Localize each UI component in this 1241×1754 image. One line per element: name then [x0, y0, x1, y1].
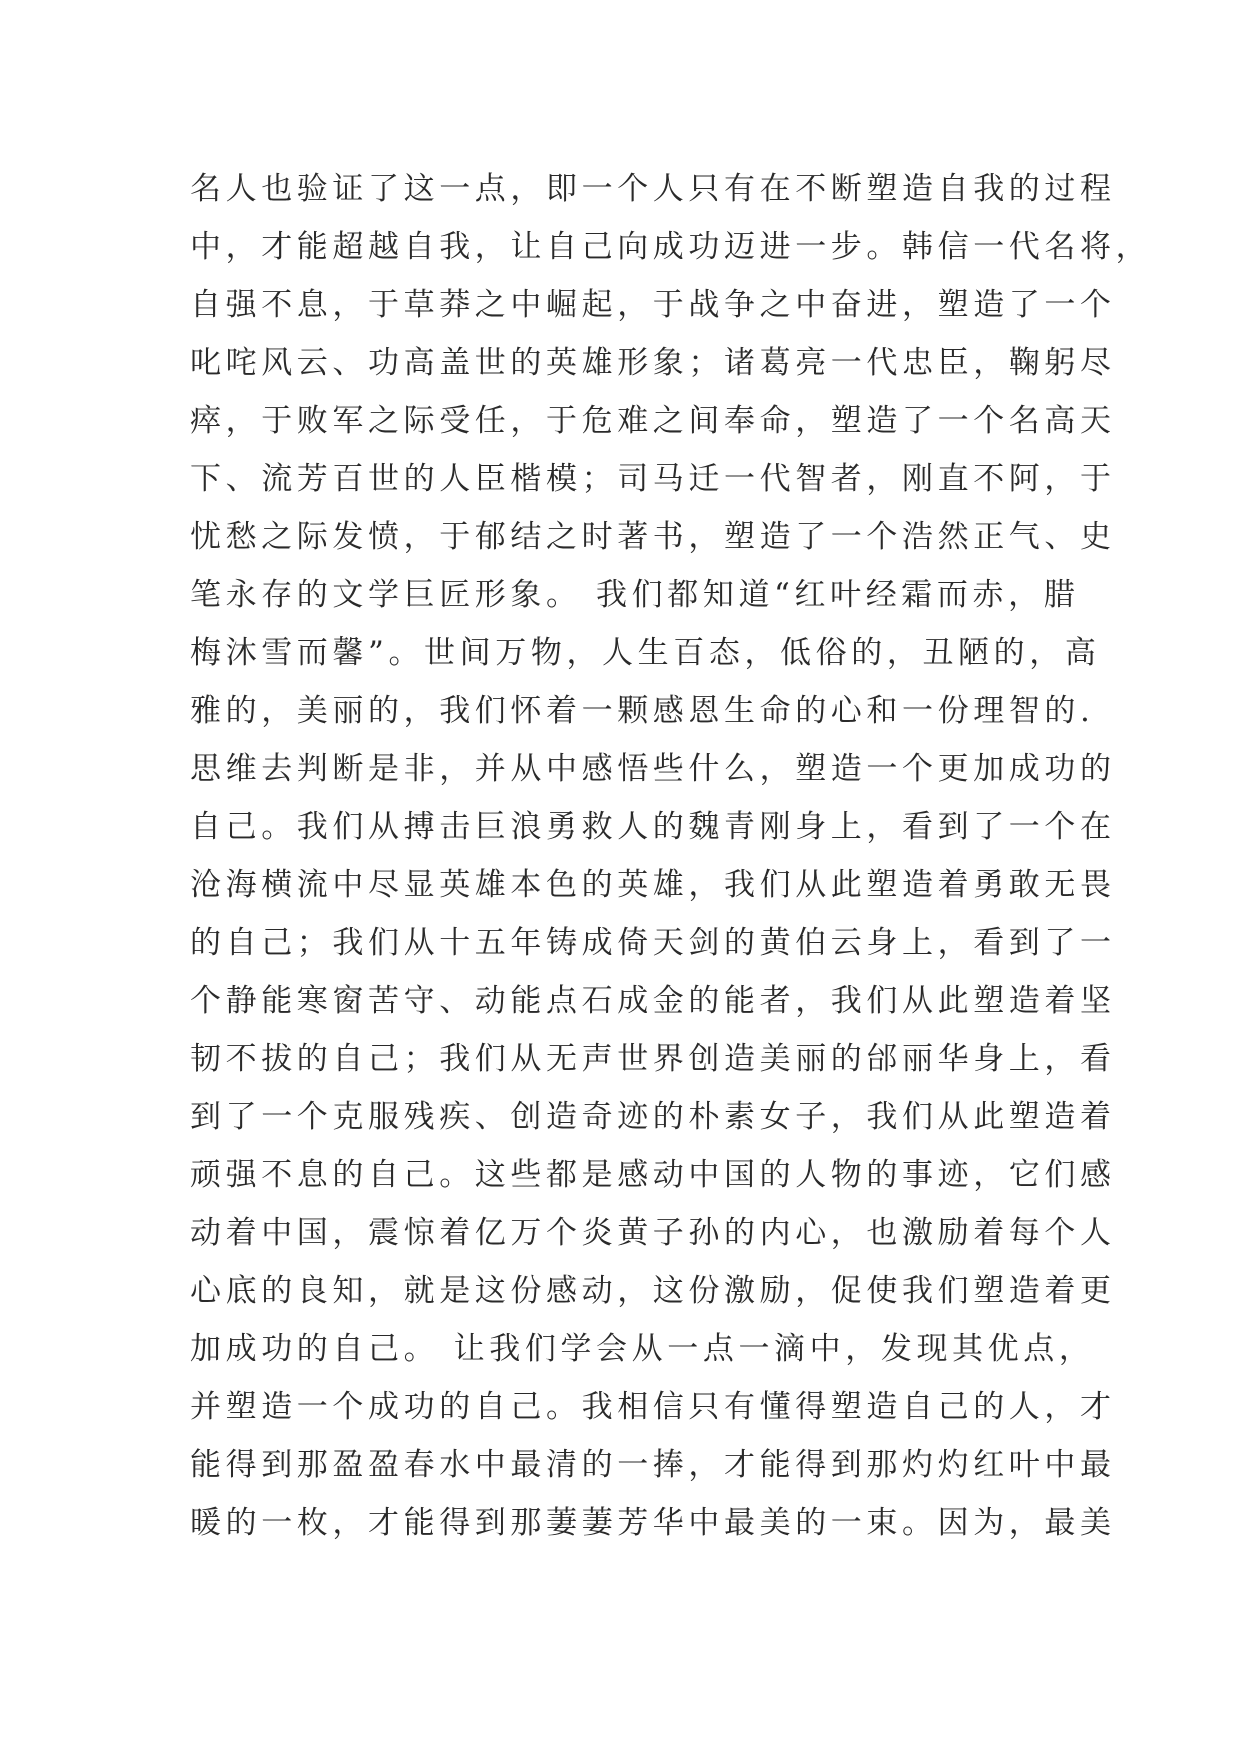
text-line: 下、流芳百世的人臣楷模；司马迁一代智者，刚直不阿，于 — [190, 461, 1116, 497]
text-line: 并塑造一个成功的自己。我相信只有懂得塑造自己的人，才 — [190, 1389, 1116, 1425]
text-line: 心底的良知，就是这份感动，这份激励，促使我们塑造着更 — [190, 1273, 1116, 1309]
text-line: 思维去判断是非，并从中感悟些什么，塑造一个更加成功的 — [190, 751, 1116, 787]
text-line: 自己。我们从搏击巨浪勇救人的魏青刚身上，看到了一个在 — [190, 809, 1116, 845]
text-line: 沧海横流中尽显英雄本色的英雄，我们从此塑造着勇敢无畏 — [190, 867, 1116, 903]
text-line: 叱咤风云、功高盖世的英雄形象；诸葛亮一代忠臣，鞠躬尽 — [190, 345, 1116, 381]
text-line: 瘁，于败军之际受任，于危难之间奉命，塑造了一个名高天 — [190, 403, 1116, 439]
text-line: 个静能寒窗苦守、动能点石成金的能者，我们从此塑造着坚 — [190, 983, 1116, 1019]
text-line: 动着中国，震惊着亿万个炎黄子孙的内心，也激励着每个人 — [190, 1215, 1116, 1251]
text-line: 到了一个克服残疾、创造奇迹的朴素女子，我们从此塑造着 — [190, 1099, 1116, 1135]
text-line: 名人也验证了这一点，即一个人只有在不断塑造自我的过程 — [190, 171, 1116, 207]
text-line: 梅沐雪而馨”。世间万物，人生百态，低俗的，丑陋的，高 — [190, 635, 1101, 671]
text-line: 自强不息，于草莽之中崛起，于战争之中奋进，塑造了一个 — [190, 287, 1116, 323]
text-line: 雅的，美丽的，我们怀着一颗感恩生命的心和一份理智的. — [190, 693, 1095, 729]
text-line: 顽强不息的自己。这些都是感动中国的人物的事迹，它们感 — [190, 1157, 1116, 1193]
text-line: 中，才能超越自我，让自己向成功迈进一步。韩信一代名将， — [190, 229, 1152, 265]
text-line: 的自己；我们从十五年铸成倚天剑的黄伯云身上，看到了一 — [190, 925, 1116, 961]
text-line: 忧愁之际发愤，于郁结之时著书，塑造了一个浩然正气、史 — [190, 519, 1116, 555]
body-text — [190, 160, 1152, 1552]
text-line: 韧不拔的自己；我们从无声世界创造美丽的邰丽华身上，看 — [190, 1041, 1116, 1077]
text-line: 暖的一枚，才能得到那萋萋芳华中最美的一束。因为，最美 — [190, 1505, 1116, 1541]
text-line: 加成功的自己。 让我们学会从一点一滴中，发现其优点， — [190, 1331, 1095, 1367]
text-line: 笔永存的文学巨匠形象。 我们都知道“红叶经霜而赤，腊 — [190, 577, 1080, 613]
text-line: 能得到那盈盈春水中最清的一捧，才能得到那灼灼红叶中最 — [190, 1447, 1116, 1483]
